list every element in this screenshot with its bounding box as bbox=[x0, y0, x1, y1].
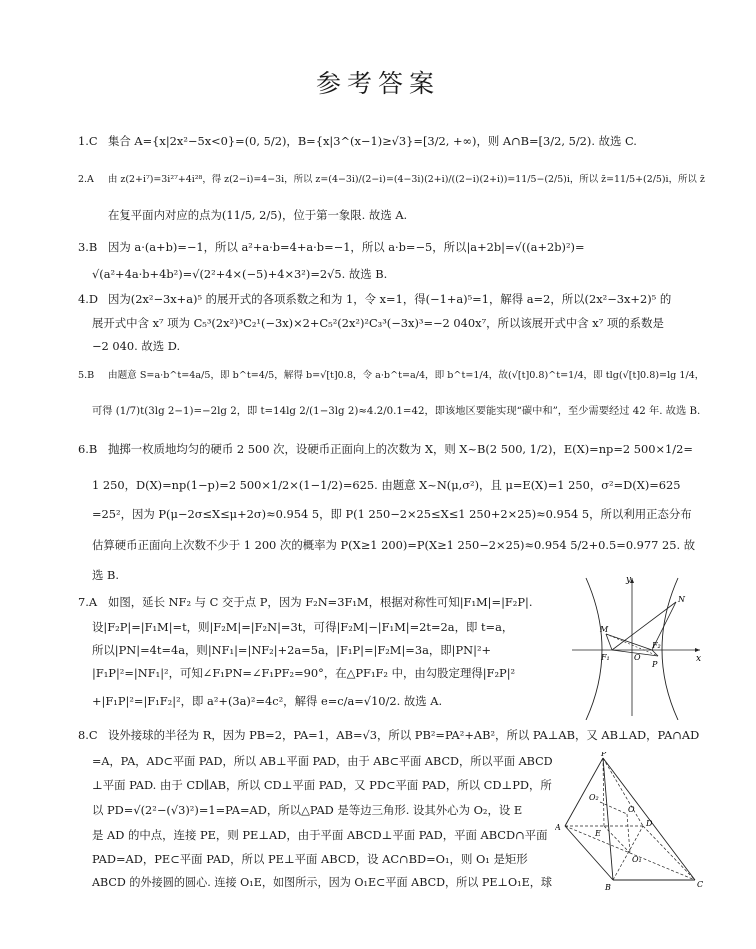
y-axis-label: y bbox=[626, 575, 632, 585]
answer-number: 3.B bbox=[78, 240, 98, 254]
edge-pa bbox=[565, 758, 603, 826]
answer-line: ⊥平面 PAD. 由于 CD∥AB，所以 CD⊥平面 PAD，又 PD⊂平面 PAD，所以 CD⊥PD，所 bbox=[92, 778, 552, 792]
hyperbola-left-branch bbox=[586, 578, 602, 720]
line-f1-n bbox=[612, 602, 676, 650]
answer-line: 所以|PN|=4t=4a，则|NF₁|=|NF₂|+2a=5a，|F₁P|=|F₂M|=3a，即|PN|²+ bbox=[92, 643, 492, 657]
point-p-label: P bbox=[652, 660, 658, 669]
answer-number: 8.C bbox=[78, 728, 98, 742]
answer-line: 展开式中含 x⁷ 项为 C₅³(2x²)³C₂¹(−3x)×2+C₅²(2x²)²C₃³(−3x)³=−2 040x⁷，所以该展开式中含 x⁷ 项的系数是 bbox=[92, 316, 664, 330]
answer-line: PAD=AD，PE⊂平面 PAD，所以 PE⊥平面 ABCD，设 AC∩BD=O₁，则 O₁ 是矩形 bbox=[92, 852, 528, 866]
answer-line: 如图，延长 NF₂ 与 C 交于点 P，因为 F₂N=3F₁M，根据对称性可知|F₁M|=|F₂P|. bbox=[108, 595, 533, 609]
answer-number: 5.B bbox=[78, 370, 95, 381]
page-title: 参考答案 bbox=[315, 69, 440, 98]
answer-3 bbox=[78, 240, 585, 255]
origin-label: O bbox=[634, 653, 641, 662]
answer-8 bbox=[78, 728, 699, 743]
edge-pb bbox=[603, 758, 613, 880]
answer-line: 是 AD 的中点，连接 PE，则 PE⊥AD，由于平面 ABCD⊥平面 PAD，平面 ABCD∩平面 bbox=[92, 828, 548, 842]
diagonal-bd bbox=[613, 826, 643, 880]
answer-line: 因为(2x²−3x+a)⁵ 的展开式的各项系数之和为 1，令 x=1，得(−1+a)⁵=1，解得 a=2，所以(2x²−3x+2)⁵ 的 bbox=[108, 292, 672, 306]
edge-dc bbox=[643, 826, 695, 880]
answer-line: =25²，因为 P(μ−2σ≤X≤μ+2σ)≈0.954 5，即 P(1 250−2×25≤X≤1 250+2×25)≈0.954 5，所以利用正态分布 bbox=[92, 507, 692, 521]
point-f1-label: F₁ bbox=[601, 653, 610, 662]
answer-line: −2 040. 故选 D. bbox=[92, 339, 181, 353]
answer-1 bbox=[78, 134, 637, 149]
answer-5 bbox=[78, 368, 704, 383]
answer-line: 集合 A={x|2x²−5x<0}=(0, 5/2)，B={x|3^(x−1)≥√3}=[3/2, +∞)，则 A∩B=[3/2, 5/2). 故选 C. bbox=[108, 134, 637, 148]
edge-ab bbox=[565, 826, 613, 880]
x-axis-arrow bbox=[695, 648, 700, 652]
answer-line: 可得 (1/7)t(3lg 2−1)=−2lg 2，即 t=14lg 2/(1−3lg 2)≈4.2/0.1=42，即该地区要能实现“碳中和”，至少需要经过 42 年. 故选 B. bbox=[92, 405, 701, 417]
answer-line: 因为 a·(a+b)=−1，所以 a²+a·b=4+a·b=−1，所以 a·b=−5，所以|a+2b|=√((a+2b)²)= bbox=[108, 240, 585, 254]
point-f2-label: F₂ bbox=[652, 641, 661, 650]
answer-number: 4.D bbox=[78, 292, 99, 306]
edge-pd bbox=[603, 758, 643, 826]
vertex-b-label: B bbox=[605, 883, 611, 892]
answer-7 bbox=[78, 595, 533, 610]
answer-line: +|F₁P|²=|F₁F₂|²，即 a²+(3a)²=4c²，解得 e=c/a=√10/2. 故选 A. bbox=[92, 694, 443, 708]
answer-line: 设外接球的半径为 R，因为 PB=2，PA=1，AB=√3，所以 PB²=PA²+AB²，所以 PA⊥AB，又 AB⊥AD，PA∩AD bbox=[108, 728, 700, 742]
answer-number: 2.A bbox=[78, 174, 94, 185]
pyramid-figure bbox=[555, 752, 715, 892]
answer-line: |F₁P|²=|NF₁|²，可知∠F₁PN=∠F₁PF₂=90°，在△PF₁F₂ 中，由勾股定理得|F₂P|² bbox=[92, 666, 516, 680]
hyperbola-right-branch bbox=[662, 578, 678, 720]
point-m-label: M bbox=[600, 625, 609, 634]
center-o-label: O bbox=[628, 805, 635, 814]
answer-line: 由题意 S=a·b^t=4a/5，即 b^t=4/5，解得 b=√[t]0.8，令 a·b^t=a/4，即 b^t=1/4，故(√[t]0.8)^t=1/4，即 tlg(√[t]0.8)=lg 1/4， bbox=[108, 370, 705, 381]
vertex-p-label: P bbox=[601, 752, 607, 758]
midpoint-e-label: E bbox=[595, 829, 601, 838]
answer-line: √(a²+4a·b+4b²)=√(2²+4×(−5)+4×3²)=2√5. 故选 B. bbox=[92, 267, 388, 281]
answer-line: 抛掷一枚质地均匀的硬币 2 500 次，设硬币正面向上的次数为 X，则 X~B(2 500, 1/2)，E(X)=np=2 500×1/2= bbox=[108, 442, 693, 456]
answer-line: 估算硬币正面向上次数不少于 1 200 次的概率为 P(X≥1 200)=P(X≥1 250−2×25)≈0.954 5/2+0.5=0.977 25. 故 bbox=[92, 538, 696, 552]
segment-e-o1 bbox=[604, 826, 630, 853]
answer-line: 选 B. bbox=[92, 568, 120, 582]
hyperbola-figure bbox=[568, 570, 704, 720]
answer-number: 1.C bbox=[78, 134, 98, 148]
point-n-label: N bbox=[678, 595, 685, 604]
answer-line: 设|F₂P|=|F₁M|=t，则|F₂M|=|F₂N|=3t，可得|F₂M|−|F₁M|=2t=2a，即 t=a， bbox=[92, 620, 514, 634]
answer-line: 以 PD=√(2²−(√3)²)=1=PA=AD，所以△PAD 是等边三角形. 设其外心为 O₂，设 E bbox=[92, 803, 523, 817]
answer-line: =A，PA，AD⊂平面 PAD，所以 AB⊥平面 PAD，由于 AB⊂平面 ABCD，所以平面 ABCD bbox=[92, 755, 553, 768]
answer-number: 7.A bbox=[78, 595, 98, 609]
answer-line: ABCD 的外接圆的圆心. 连接 O₁E，如图所示，因为 O₁E⊂平面 ABCD，所以 PE⊥O₁E，球 bbox=[92, 876, 552, 889]
answer-2 bbox=[78, 172, 705, 187]
answer-number: 6.B bbox=[78, 442, 98, 456]
answer-line: 由 z(2+i⁷)=3i²⁷+4i²⁸，得 z(2−i)=4−3i，所以 z=(4−3i)/(2−i)=(4−3i)(2+i)/((2−i)(2+i))=11/5−(2/5)i，所以 z̄=11/5+(2/5)i，所以 z̄ bbox=[108, 174, 705, 185]
x-axis-label: x bbox=[696, 654, 702, 664]
center-o1-label: O₁ bbox=[632, 855, 642, 864]
answer-4 bbox=[78, 292, 671, 307]
segment-o-o1 bbox=[627, 814, 630, 853]
line-m-f2 bbox=[606, 634, 652, 650]
answer-line: 1 250，D(X)=np(1−p)=2 500×1/2×(1−1/2)=625. 由题意 X~N(μ,σ²)，且 μ=E(X)=1 250，σ²=D(X)=625 bbox=[92, 478, 681, 492]
vertex-d-label: D bbox=[646, 819, 653, 828]
answer-6 bbox=[78, 442, 693, 457]
center-o2-label: O₂ bbox=[589, 793, 599, 802]
vertex-a-label: A bbox=[555, 823, 561, 832]
answer-line: 在复平面内对应的点为(11/5, 2/5)，位于第一象限. 故选 A. bbox=[108, 208, 408, 222]
vertex-c-label: C bbox=[697, 880, 704, 889]
